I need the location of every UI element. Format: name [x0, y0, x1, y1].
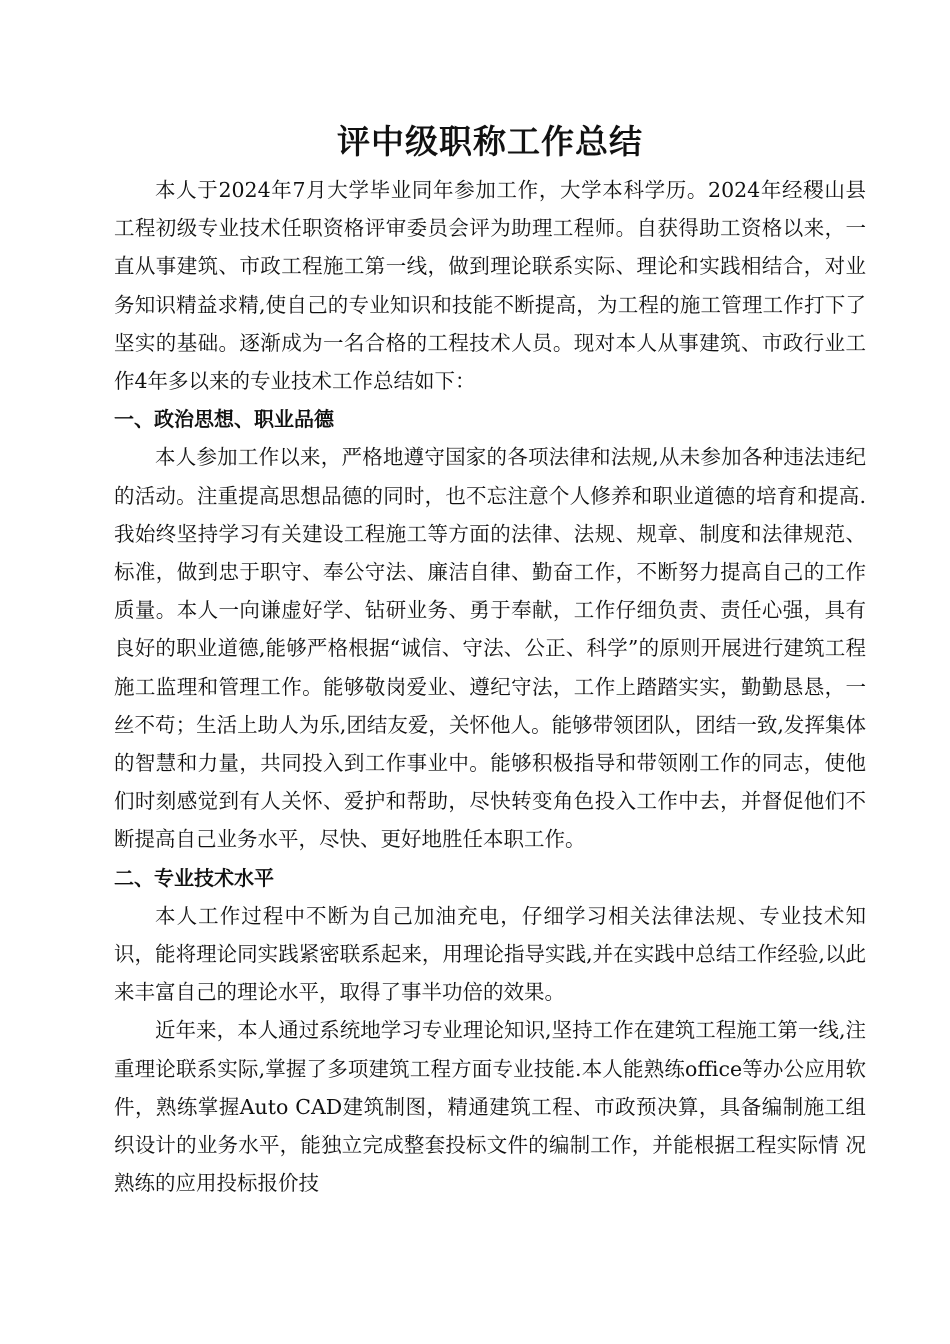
section-1-paragraph: 本人参加工作以来，严格地遵守国家的各项法律和法规,从未参加各种违法违纪的活动。注重提高思想品德的同时，也不忘注意个人修养和职业道德的培育和提高.我始终坚持学习有关建设工程施工等方面的法律、法规、规章、制度和法律规范、标准，做到忠于职守、奉公守法、廉洁自律、勤奋工作，不断努力提高自己的工作质量。本人一向谦虚好学、钻研业务、勇于奉献，工作仔细负责、责任心强，具有良好的职业道德,能够严格根据“诚信、守法、公正、科学”的原则开展进行建筑工程施工监理和管理工作。能够敬岗爱业、遵纪守法，工作上踏踏实实，勤勤恳恳，一丝不苟；生活上助人为乐,团结友爱，关怀他人。能够带领团队，团结一致,发挥集体的智慧和力量，共同投入到工作事业中。能够积极指导和带领刚工作的同志，使他们时刻感觉到有人关怀、爱护和帮助，尽快转变角色投入工作中去，并督促他们不断提高自己业务水平，尽快、更好地胜任本职工作。	[114, 445, 866, 852]
section-2-paragraph-1: 本人工作过程中不断为自己加油充电，仔细学习相关法律法规、专业技术知识，能将理论同实践紧密联系起来，用理论指导实践,并在实践中总结工作经验,以此来丰富自己的理论水平，取得了事半功倍的效果。	[114, 903, 866, 1005]
document-title: 评中级职称工作总结	[337, 122, 643, 161]
section-2-heading: 二、专业技术水平	[114, 865, 274, 890]
intro-paragraph: 本人于2024年7月大学毕业同年参加工作，大学本科学历。2024年经稷山县工程初级专业技术任职资格评审委员会评为助理工程师。自获得助工资格以来，一直从事建筑、市政工程施工第一线，做到理论联系实际、理论和实践相结合，对业务知识精益求精,使自己的专业知识和技能不断提高，为工程的施工管理工作打下了坚实的基础。逐渐成为一名合格的工程技术人员。现对本人从事建筑、市政行业工作4年多以来的专业技术工作总结如下：	[114, 178, 866, 394]
document-body	[114, 171, 866, 1202]
section-2-paragraph-2: 近年来，本人通过系统地学习专业理论知识,坚持工作在建筑工程施工第一线,注重理论联系实际,掌握了多项建筑工程方面专业技能.本人能熟练office等办公应用软件，熟练掌握Auto CAD建筑制图，精通建筑工程、市政预决算，具备编制施工组织设计的业务水平，能独立完成整套投标文件的编制工作，并能根据工程实际情 况熟练的应用投标报价技	[114, 1018, 866, 1196]
section-1-heading: 一、政治思想、职业品德	[114, 407, 334, 432]
